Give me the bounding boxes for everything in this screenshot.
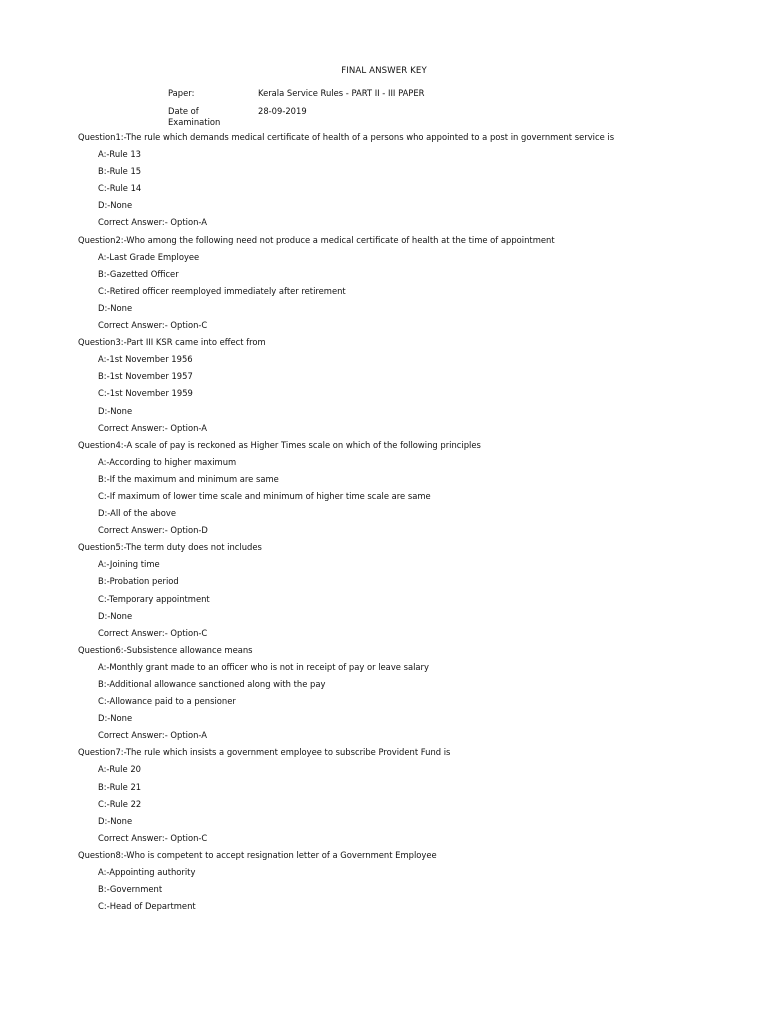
option-d: D:-None [98, 610, 133, 621]
question-block [78, 541, 758, 644]
option-b: B:-Gazetted Officer [98, 268, 179, 279]
correct-answer: Correct Answer:- Option-D [98, 525, 208, 536]
question-text: Question5:-The term duty does not includes [78, 542, 262, 553]
date-label-line1: Date of [168, 106, 199, 116]
option-c: C:-Retired officer reemployed immediately after retirement [98, 285, 346, 296]
question-block [78, 439, 758, 542]
question-text: Question6:-Subsistence allowance means [78, 644, 253, 655]
option-a: A:-1st November 1956 [98, 354, 193, 365]
question-text: Question1:-The rule which demands medical certificate of health of a persons who appointed to a post in government service is [78, 132, 615, 142]
option-c: C:-Rule 14 [98, 183, 142, 194]
option-a: A:-Appointing authority [98, 867, 196, 878]
paper-row [168, 88, 424, 99]
page-title: FINAL ANSWER KEY [341, 66, 427, 76]
question-block [78, 234, 758, 337]
option-b: B:-Rule 15 [98, 166, 142, 177]
question-block [78, 131, 758, 234]
question-text: Question2:-Who among the following need not produce a medical certificate of health at the time of appointment [78, 234, 555, 245]
option-a: A:-Last Grade Employee [98, 251, 200, 262]
correct-answer: Correct Answer:- Option-A [98, 217, 207, 228]
question-block [78, 336, 758, 439]
date-label [168, 106, 258, 128]
option-a: A:-According to higher maximum [98, 456, 237, 467]
question-text: Question7:-The rule which insists a government employee to subscribe Provident Fund is [78, 747, 451, 758]
paper-value: Kerala Service Rules - PART II - III PAPER [258, 88, 425, 98]
correct-answer: Correct Answer:- Option-A [98, 422, 207, 433]
option-b: B:-Probation period [98, 576, 179, 587]
correct-answer: Correct Answer:- Option-C [98, 320, 208, 331]
option-b: B:-Additional allowance sanctioned along with the pay [98, 679, 326, 689]
option-d: D:-None [98, 713, 133, 724]
paper-label: Paper: [168, 88, 195, 98]
date-value: 28-09-2019 [258, 106, 307, 116]
question-block [78, 644, 758, 747]
option-b: B:-1st November 1957 [98, 371, 193, 382]
option-b: B:-Rule 21 [98, 781, 142, 792]
option-a: A:-Rule 13 [98, 149, 141, 160]
option-d: D:-None [98, 405, 133, 416]
question-text: Question4:-A scale of pay is reckoned as Higher Times scale on which of the following principles [78, 439, 481, 450]
correct-answer: Correct Answer:- Option-A [98, 730, 207, 741]
option-c: C:-Allowance paid to a pensioner [98, 696, 236, 707]
option-a: A:-Joining time [98, 559, 160, 570]
option-d: D:-All of the above [98, 508, 176, 519]
option-c: C:-1st November 1959 [98, 388, 193, 399]
question-text: Question3:-Part III KSR came into effect from [78, 337, 266, 348]
correct-answer: Correct Answer:- Option-C [98, 627, 208, 638]
option-b: B:-If the maximum and minimum are same [98, 473, 279, 484]
question-list [78, 131, 758, 917]
question-block [78, 746, 758, 849]
option-d: D:-None [98, 302, 133, 313]
question-text: Question8:-Who is competent to accept resignation letter of a Government Employee [78, 849, 437, 860]
option-a: A:-Rule 20 [98, 764, 141, 775]
date-row [168, 106, 424, 128]
option-c: C:-If maximum of lower time scale and minimum of higher time scale are same [98, 490, 431, 501]
option-b: B:-Government [98, 884, 163, 895]
option-c: C:-Temporary appointment [98, 593, 210, 604]
exam-meta [168, 88, 424, 135]
option-c: C:-Rule 22 [98, 798, 142, 809]
option-d: D:-None [98, 815, 133, 826]
option-d: D:-None [98, 200, 133, 211]
option-c: C:-Head of Department [98, 901, 196, 912]
question-block [78, 849, 758, 917]
date-label-line2: Examination [168, 117, 221, 127]
option-a: A:-Monthly grant made to an officer who is not in receipt of pay or leave salary [98, 661, 429, 672]
correct-answer: Correct Answer:- Option-C [98, 832, 208, 843]
